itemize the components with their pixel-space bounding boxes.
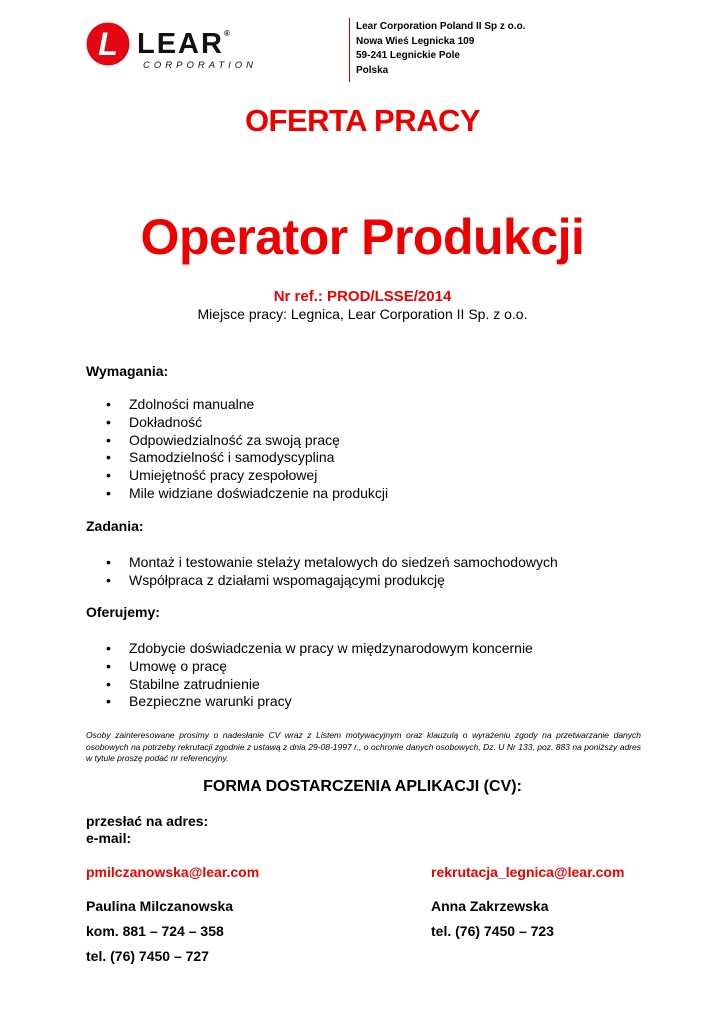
lear-logo-mark xyxy=(86,22,130,66)
list-item: • Zdolności manualne xyxy=(86,396,388,414)
requirements-list xyxy=(86,396,388,503)
contact-phone: tel. (76) 7450 – 727 xyxy=(86,948,209,964)
list-item: • Dokładność xyxy=(86,414,388,432)
list-item: • Zdobycie doświadczenia w pracy w międzynarodowym koncernie xyxy=(86,640,533,658)
offer-title: OFERTA PRACY xyxy=(244,103,481,138)
requirements-heading: Wymagania: xyxy=(86,363,169,379)
reference-number: Nr ref.: PROD/LSSE/2014 xyxy=(273,288,452,305)
list-item: • Umowę o pracę xyxy=(86,658,533,676)
tasks-list xyxy=(86,554,558,590)
registered-mark: ® xyxy=(223,29,230,38)
email-label: e-mail: xyxy=(86,830,132,846)
offer-list xyxy=(86,640,533,711)
offer-heading: Oferujemy: xyxy=(86,604,160,620)
contact-mobile: kom. 881 – 724 – 358 xyxy=(86,923,224,939)
contact-phone: tel. (76) 7450 – 723 xyxy=(431,923,554,939)
job-title: Operator Produkcji xyxy=(140,209,585,265)
contact-email-link[interactable]: rekrutacja_legnica@lear.com xyxy=(431,864,625,880)
contact-name: Paulina Milczanowska xyxy=(86,898,234,914)
logo-wordmark xyxy=(137,30,230,59)
logo-subtitle: CORPORATION xyxy=(143,60,258,71)
list-item: • Samodzielność i samodyscyplina xyxy=(86,449,388,467)
list-item: • Umiejętność pracy zespołowej xyxy=(86,467,388,485)
list-item: • Współpraca z działami wspomagającymi produkcję xyxy=(86,572,558,590)
list-item: • Odpowiedzialność za swoją pracę xyxy=(86,432,388,450)
address-line: Polska xyxy=(356,64,389,76)
logo-mark-letter: L xyxy=(98,26,118,62)
list-item: • Stabilne zatrudnienie xyxy=(86,676,533,694)
workplace: Miejsce pracy: Legnica, Lear Corporation II Sp. z o.o. xyxy=(197,306,528,322)
application-form-title: FORMA DOSTARCZENIA APLIKACJI (CV): xyxy=(203,778,522,795)
logo-name: LEAR xyxy=(137,28,224,60)
address-line: 59-241 Legnickie Pole xyxy=(356,50,460,61)
send-to-label: przesłać na adres: xyxy=(86,813,209,829)
list-item: • Bezpieczne warunki pracy xyxy=(86,693,533,711)
contact-name: Anna Zakrzewska xyxy=(431,898,549,914)
list-item: • Montaż i testowanie stelaży metalowych do siedzeń samochodowych xyxy=(86,554,558,572)
contact-email-link[interactable]: pmilczanowska@lear.com xyxy=(86,864,260,880)
address-line: Lear Corporation Poland II Sp z o.o. xyxy=(356,21,526,32)
list-item: • Mile widziane doświadczenie na produkcji xyxy=(86,485,388,503)
address-line: Nowa Wieś Legnicka 109 xyxy=(356,35,475,47)
tasks-heading: Zadania: xyxy=(86,518,144,534)
consent-note: Osoby zainteresowane prosimy o nadesłanie CV wraz z Listem motywacyjnym oraz klauzulą o wyrażeniu zgody na przetwarzanie danych osobowych na potrzeby rekrutacji zgodnie z ustawą z dnia 29-08-1997 r., o ochronie danych osobowych, Dz. U Nr 133, poz. 883 na poniższy adres w tytule proszę podać nr referencyjny. xyxy=(86,730,641,763)
company-address xyxy=(356,20,525,78)
address-divider xyxy=(349,18,350,82)
